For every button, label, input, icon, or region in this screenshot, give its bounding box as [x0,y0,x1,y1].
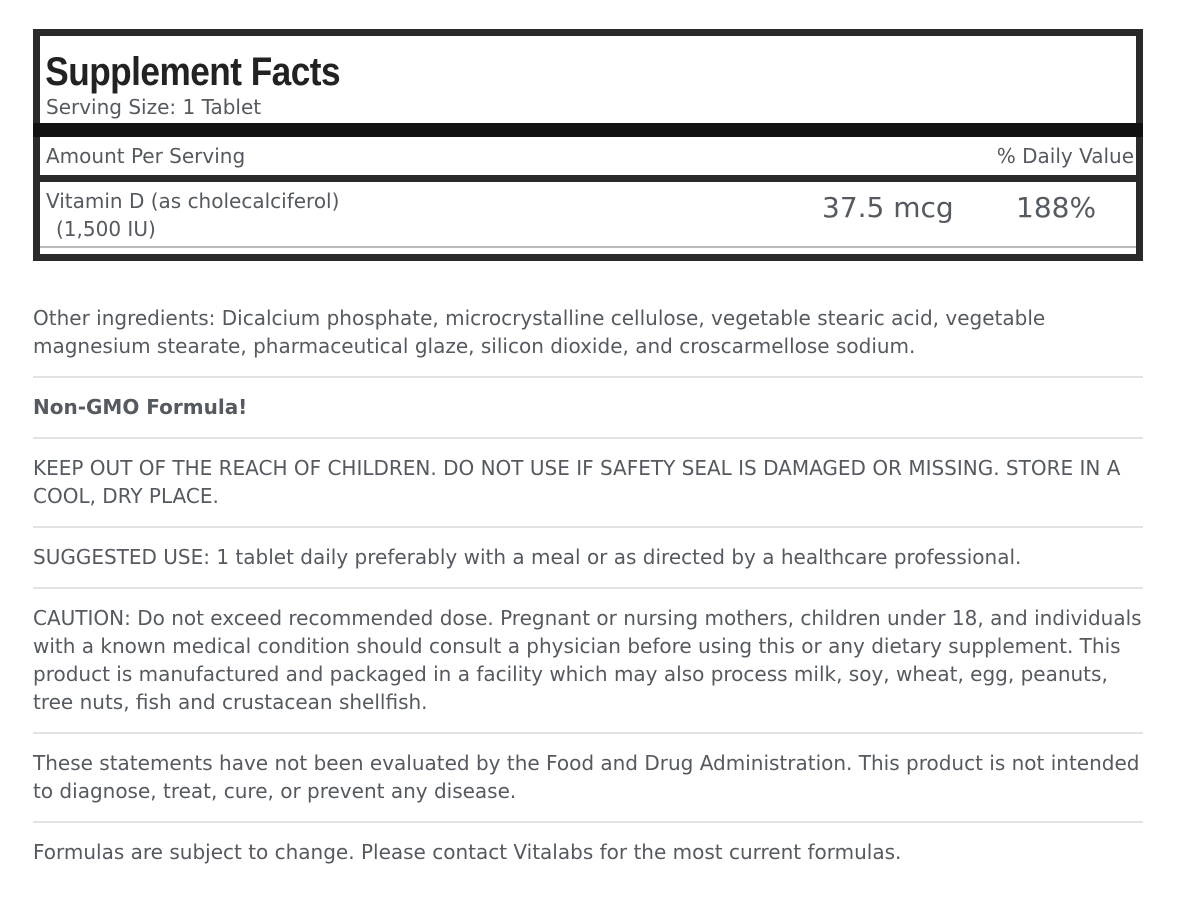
nutrient-name: Vitamin D (as cholecalciferol) [46,189,340,213]
product-notes [33,304,1143,897]
caution-text: CAUTION: Do not exceed recommended dose. Pregnant or nursing mothers, children under 18, and individuals with a known medical condition should consult a physician before using this or any dietary supplement. This product is manufactured and packaged in a facility which may also process milk, soy, wheat, egg, peanuts, tree nuts, fish and crustacean shellfish. [33,604,1143,734]
divider-thick [33,123,1143,137]
daily-value-label: % Daily Value [996,144,1134,168]
nutrient-name-cell [46,187,339,243]
nutrient-iu: (1,500 IU) [56,217,156,241]
amount-header-row [40,137,1136,182]
fda-disclaimer: These statements have not been evaluated by the Food and Drug Administration. This product is not intended to diagnose, treat, cure, or prevent any disease. [33,749,1143,823]
formulas-notice: Formulas are subject to change. Please contact Vitalabs for the most current formulas. [33,840,902,864]
non-gmo-text: Non-GMO Formula! [33,393,1143,439]
nutrient-amount: 37.5 mcg [822,191,954,224]
panel-bottom-spacer [40,248,1136,254]
facts-title: Supplement Facts [45,50,341,94]
amount-per-serving-label: Amount Per Serving [46,144,246,168]
serving-size: Serving Size: 1 Tablet [46,95,262,119]
supplement-facts-panel [33,29,1143,261]
keep-out-warning: KEEP OUT OF THE REACH OF CHILDREN. DO NOT USE IF SAFETY SEAL IS DAMAGED OR MISSING. STORE IN A COOL, DRY PLACE. [33,454,1143,528]
other-ingredients-text: Other ingredients: Dicalcium phosphate, microcrystalline cellulose, vegetable stearic acid, vegetable magnesium stearate, pharmaceutical glaze, silicon dioxide, and croscarmellose sodium. [33,304,1143,378]
nutrient-row [40,182,1136,248]
nutrient-daily-value: 188% [1016,191,1097,224]
suggested-use-text: SUGGESTED USE: 1 tablet daily preferably with a meal or as directed by a healthcare professional. [33,543,1143,589]
